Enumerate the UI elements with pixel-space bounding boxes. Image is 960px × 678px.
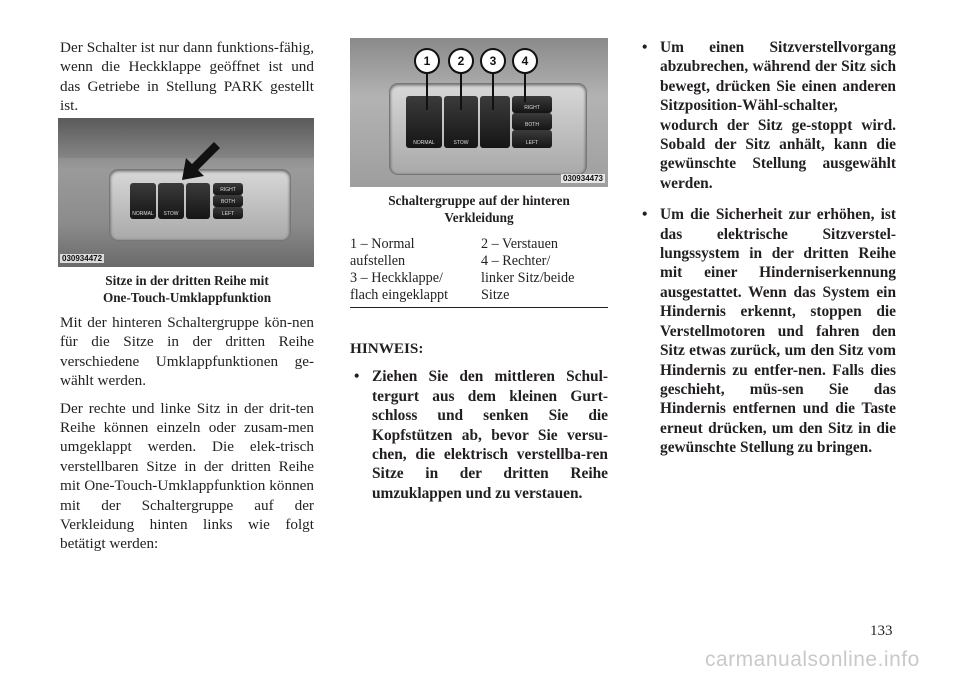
intro-paragraph: Der Schalter ist nur dann funktions-fähig, wenn die Heckklappe geöffnet ist und das Getriebe in Stellung PARK gestellt ist. bbox=[60, 39, 314, 115]
tailgate-button bbox=[186, 183, 210, 219]
callout-1: 1 bbox=[414, 48, 440, 74]
photo-third-row-seats bbox=[58, 118, 314, 267]
arrow-icon bbox=[176, 140, 220, 184]
left-button: LEFT bbox=[512, 130, 552, 148]
callout-3: 3 bbox=[480, 48, 506, 74]
note-bullet: • Ziehen Sie den mittleren Schul-tergurt aus dem kleinen Gurt-schloss und senken Sie die Kopfstützen ab, bevor Sie versu-chen, die elektrisch verstellba-ren Sitze in der dritten Reihe umzuklappen und zu verstauen. bbox=[354, 368, 608, 502]
photo1-caption: Sitze in der dritten Reihe mit One-Touch-Umklappfunktion bbox=[102, 273, 272, 305]
tailgate-button bbox=[480, 96, 510, 148]
normal-button: NORMAL bbox=[130, 183, 156, 219]
bullet-obstacle: • Um die Sicherheit zur erhöhen, ist das elektrische Sitzverstel-lungssystem in der dritten Reihe mit einer Hinderniserkennung ausgestattet. Wenn das System ein Hindernis erkennt, stoppen die Verstellmotoren und fahren den Sitz etwas zurück, um den Sitz vom Hindernis zu entfer-nen. Falls dies geschieht, müs-sen Sie das Hindernis entfernen und die Taste erneut drücken, um den Sitz in die gewünschte Stellung zu bringen. bbox=[642, 206, 896, 457]
callout-2: 2 bbox=[448, 48, 474, 74]
legend-rule bbox=[350, 307, 608, 308]
stow-button: STOW bbox=[444, 96, 478, 148]
paragraph-1: Mit der hinteren Schaltergruppe kön-nen für die Sitze in der dritten Reihe verschiedene Umklappfunktionen ge-wählt werden. bbox=[60, 314, 314, 390]
note-title: HINWEIS: bbox=[350, 340, 424, 357]
both-button: BOTH bbox=[213, 195, 243, 207]
legend: 1 – Normal aufstellen 2 – Verstauen 4 – Rechter/ 3 – Heckklappe/ flach eingeklappt linker Sitz/beide Sitze bbox=[350, 236, 608, 308]
bullet-cancel: • Um einen Sitzverstellvorgang abzubrechen, während der Sitz sich bewegt, drücken Sie einen anderen Sitzposition-Wähl-schalter, wodurch der Sitz ge-stoppt wird. Sobald der Sitz anhält, kann die gewünschte Stellung ausgewählt werden. bbox=[642, 39, 896, 192]
right-button: RIGHT bbox=[213, 183, 243, 195]
paragraph-2: Der rechte und linke Sitz in der drit-ten Reihe können einzeln oder zusam-men umgeklappt werden. Die elek-trisch verstellbaren Sitze in der dritten Reihe mit One-Touch-Umklappfunktion können mit der Schaltergruppe auf der Verkleidung hinten links wie folgt betätigt werden: bbox=[60, 399, 314, 553]
image-code: 030934473 bbox=[562, 174, 603, 183]
page-number: 133 bbox=[870, 623, 893, 639]
photo-switch-group bbox=[350, 38, 608, 187]
left-button: LEFT bbox=[213, 207, 243, 219]
right-column bbox=[638, 38, 896, 458]
photo2-caption: Schaltergruppe auf der hinteren Verkleidung bbox=[388, 193, 570, 225]
callout-4: 4 bbox=[512, 48, 538, 74]
right-button: RIGHT bbox=[512, 96, 552, 113]
note-section bbox=[350, 339, 608, 503]
left-column bbox=[60, 38, 314, 116]
normal-button: NORMAL bbox=[406, 96, 442, 148]
both-button: BOTH bbox=[512, 113, 552, 130]
image-code: 030934472 bbox=[62, 254, 103, 263]
stow-button: STOW bbox=[158, 183, 184, 219]
watermark: carmanualsonline.info bbox=[705, 648, 920, 671]
